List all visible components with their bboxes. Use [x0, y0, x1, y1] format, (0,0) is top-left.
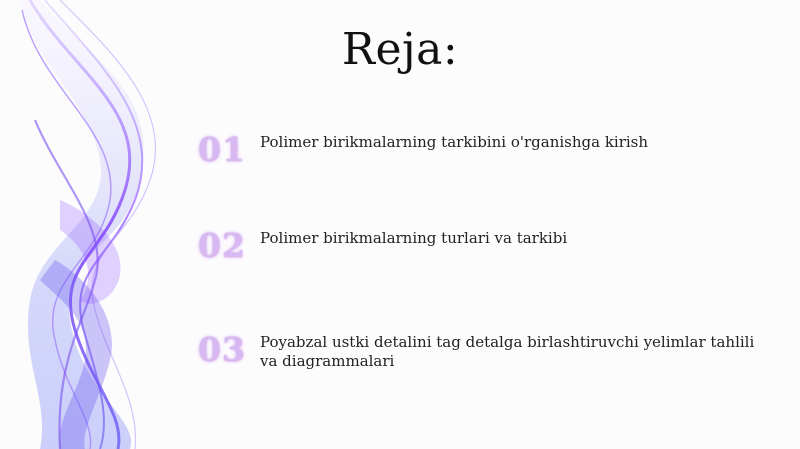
decorative-ribbon-image — [0, 0, 200, 449]
agenda-item-number: 02 — [198, 226, 246, 265]
agenda-item-text: Polimer birikmalarning turlari va tarkibi — [260, 229, 568, 247]
agenda-item-number: 03 — [198, 330, 246, 369]
agenda-item-text: Polimer birikmalarning tarkibini o'rganishga kirish — [260, 133, 649, 151]
agenda-item-text: Poyabzal ustki detalini tag detalga birlashtiruvchi yelimlar tahlili va diagrammalari — [260, 333, 755, 370]
slide-title: Reja: — [341, 24, 459, 75]
agenda-item-number: 01 — [198, 130, 246, 169]
